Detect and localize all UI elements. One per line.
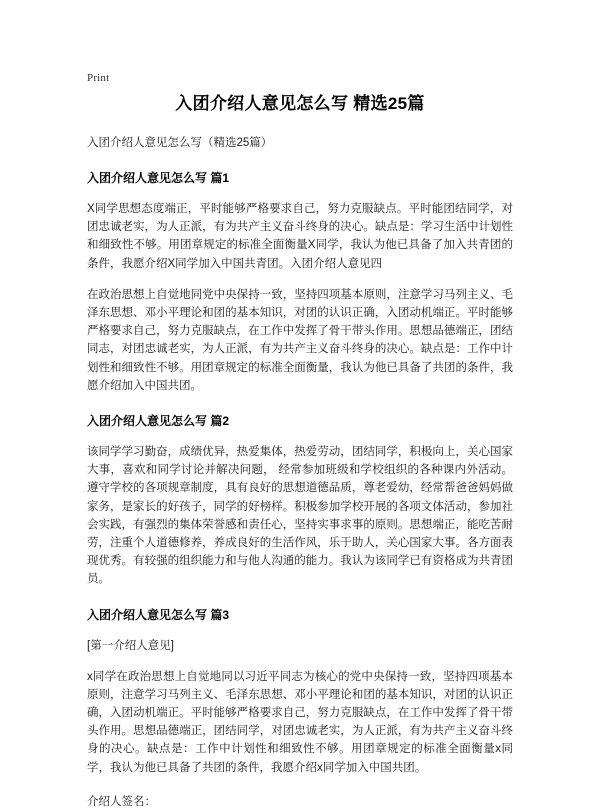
page-title: 入团介绍人意见怎么写 精选25篇 [175,94,425,113]
section-heading: 入团介绍人意见怎么写 篇3 [87,607,230,622]
print-link[interactable]: Print [87,72,110,84]
document-section [87,606,513,777]
document-content [87,92,513,811]
document-section [87,412,513,589]
document-section [87,169,513,395]
section-heading: 入团介绍人意见怎么写 篇1 [87,171,230,185]
bracket-note: [第一介绍人意见] [87,639,174,652]
body-paragraph: X同学思想态度端正，平时能够严格要求自己，努力克服缺点。平时能团结同学，对团忠诚老实，为人正派，有为共产主义奋斗终身的决心。缺点是：学习生活中计划性和细致性不够。用团章规定的标准全面衡量X同学，我认为他已具备了加入共青团的条件，我愿介绍X同学加入中国共青团。入团介绍人意见四 [87,203,513,270]
body-paragraph: x同学在政治思想上自觉地同以习近平同志为核心的党中央保持一致，坚持四项基本原则，注意学习马列主义、毛泽东思想、邓小平理论和团的基本知识，对团的认识正确，入团动机端正。平时能够严格要求自己，努力克服缺点，在工作中发挥了骨干带头作用。思想品德端正，团结同学，对团忠诚老实，为人正派，有为共产主义奋斗终身的决心。缺点是：工作中计划性和细致性不够。用团章规定的标准全面衡量x同学，我认为他已具备了共团的条件，我愿介绍x同学加入中国共团。 [87,670,513,774]
document-subtitle: 入团介绍人意见怎么写（精选25篇） [87,137,273,149]
body-paragraph: 在政治思想上自觉地同党中央保持一致，坚持四项基本原则，注意学习马列主义、毛泽东思想、邓小平理论和团的基本知识，对团的认识正确，入团动机端正。平时能够严格要求自己，努力克服缺点，在工作中发挥了骨干带头作用。思想品德端正，团结同志，对团忠诚老实，为人正派，有为共产主义奋斗终身的决心。缺点是：工作中计划性和细致性不够。用团章规定的标准全面衡量，我认为他已具备了共团的条件，我愿介绍加入中国共团。 [87,288,513,392]
body-paragraph: 该同学学习勤奋，成绩优异，热爱集体，热爱劳动，团结同学，积极向上，关心国家大事，喜欢和同学讨论并解决问题， 经常参加班级和学校组织的各种课内外活动。遵守学校的各项规章制度，具有良好的思想道德品质，尊老爱幼，经常帮爸爸妈妈做家务，是家长的好孩子，同学的好榜样。积极参加学校开展的各项文体活动，参加社会实践，有强烈的集体荣誉感和责任心，坚持实事求事的原则。思想端正，能吃苦耐劳，注重个人道德修养，养成良好的生活作风，乐于助人，关心国家大事。各方面表现优秀。有较强的组织能力和与他人沟通的能力。我认为该同学已有资格成为共青团员。 [87,446,513,586]
signature-label: 介绍人签名： [87,795,156,808]
section-heading: 入团介绍人意见怎么写 篇2 [87,414,230,429]
